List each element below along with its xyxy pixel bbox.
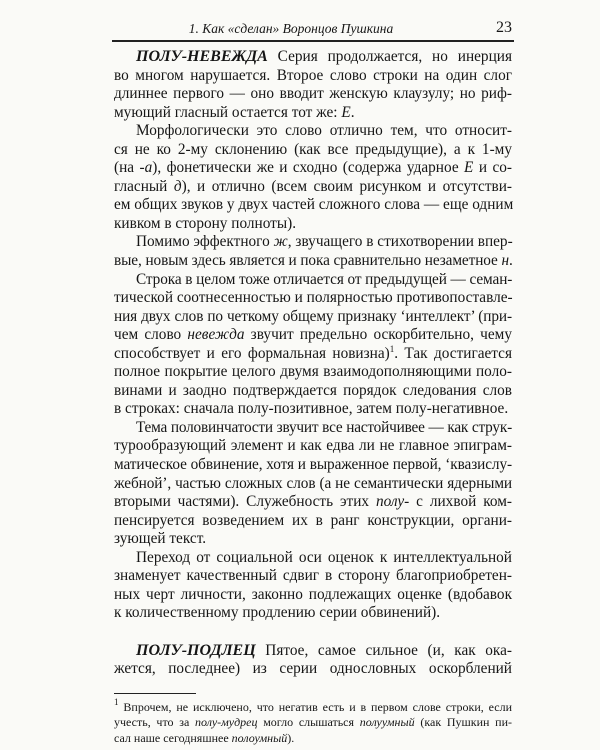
text-line — [114, 456, 512, 475]
footnote — [114, 696, 512, 747]
text-span: полу- — [375, 493, 410, 511]
paragraph — [114, 271, 512, 419]
footnote-divider — [114, 693, 196, 694]
text-line — [114, 660, 512, 679]
text-line — [114, 512, 512, 531]
text-span: Е — [464, 159, 474, 177]
text-line — [114, 178, 512, 197]
text-span: ). — [287, 730, 295, 745]
text-line — [114, 567, 512, 586]
text-span: и со- — [473, 159, 512, 177]
text-line — [114, 419, 512, 438]
running-header — [112, 18, 514, 42]
text-span: полное покрытие целого двумя взаимодополняющими поло- — [114, 363, 512, 381]
text-line — [114, 67, 512, 86]
main-text — [114, 48, 512, 679]
text-span: вторыми частями). Служебность этих — [114, 493, 376, 511]
text-line — [114, 85, 512, 104]
paragraph — [114, 233, 512, 270]
text-line — [114, 345, 512, 364]
text-line — [114, 159, 512, 178]
text-span: Тема половинчатости звучит все настойчивее — как струк- — [136, 418, 512, 436]
text-span: . — [350, 103, 355, 121]
text-line — [114, 271, 512, 290]
paragraph — [114, 419, 512, 549]
text-line — [114, 530, 512, 549]
text-line — [114, 215, 512, 234]
text-span: длиннее первого — оно вводит женскую клаузулу; но риф- — [114, 85, 512, 103]
text-span: матическое обвинение, хотя и выраженное первой, ‘квазислу- — [114, 456, 512, 474]
text-span: зующей текст. — [114, 530, 207, 548]
text-span: ж — [273, 233, 288, 251]
section-gap — [114, 623, 512, 642]
text-span: -а — [139, 159, 153, 177]
text-line — [114, 475, 512, 494]
section-heading: ПОЛУ-НЕВЕЖДА — [136, 48, 268, 65]
text-span: турообразующий элемент и как едва ли не главное эпиграм- — [114, 437, 512, 455]
text-line — [114, 104, 512, 123]
text-span: ), и отлично (всем своим рисунком и отсутстви- — [181, 177, 513, 195]
text-line — [114, 326, 512, 345]
text-span: тической соотнесенностью и полярностью противопоставле- — [114, 289, 513, 307]
page-number: 23 — [496, 19, 512, 36]
text-span: ния двух слов по четкому общему признаку ‘интеллект’ (при- — [114, 307, 512, 325]
text-span: , звучащего в стихотворении впер- — [287, 233, 513, 251]
text-span: (на — [114, 159, 140, 177]
text-span: в строках: сначала полу-позитивное, затем полу-негативное. — [114, 400, 509, 418]
text-line — [114, 642, 512, 661]
text-line — [114, 696, 512, 716]
text-span: полу-мудрец — [195, 715, 258, 730]
text-span: мующий гласный остается тот же: — [114, 103, 342, 121]
text-line — [114, 122, 512, 141]
text-line — [114, 233, 512, 252]
text-span: (как Пушкин пи- — [414, 715, 512, 730]
text-line — [114, 141, 512, 160]
section-heading: ПОЛУ-ПОДЛЕЦ — [136, 641, 256, 659]
text-line — [114, 731, 512, 747]
book-page — [112, 0, 514, 746]
text-span: сал наше сегодняшнее — [114, 730, 232, 745]
text-span: Помимо эффектного — [136, 233, 274, 251]
paragraph — [114, 549, 512, 623]
footnote-marker: 1 — [389, 343, 395, 354]
text-span: винами и заодно подтверждается порядок следования слов — [114, 381, 512, 399]
paragraph — [114, 642, 512, 679]
text-line — [114, 289, 512, 308]
text-line — [114, 715, 512, 731]
text-span: во многом нарушается. Второе слово строки на один слог — [114, 66, 512, 84]
text-line — [114, 196, 512, 215]
text-span: гласный — [114, 177, 174, 195]
text-line — [114, 586, 512, 605]
text-span: могло слышаться — [257, 715, 360, 730]
text-span: . Так достигается — [394, 344, 513, 362]
footnote-marker: 1 — [114, 696, 119, 707]
text-span: Строка в целом тоже отличается от предыдущей — семан- — [136, 270, 513, 288]
text-span: невежда — [187, 326, 245, 344]
text-line — [114, 604, 512, 623]
text-span: знаменует качественный сдвиг в сторону благоприобретен- — [114, 567, 512, 585]
text-span: Пятое, самое сильное (и, как ока- — [255, 641, 512, 659]
text-span: ся не ко 2-му склонению (как все предыдущие), а к 1-му — [114, 140, 512, 158]
text-span: н — [501, 252, 509, 270]
text-span: чем слово — [114, 326, 188, 344]
text-line — [114, 382, 512, 401]
text-span: Переход от социальной оси оценок к интеллектуальной — [136, 548, 512, 566]
paragraph — [114, 48, 512, 122]
text-span: полуумный — [359, 715, 415, 730]
text-line — [114, 493, 512, 512]
text-line — [114, 308, 512, 327]
text-line — [114, 549, 512, 568]
paragraph — [114, 122, 512, 233]
text-span: Впрочем, не исключено, что негатив есть и в первом слове строки, если — [118, 699, 512, 714]
text-span: Серия продолжается, но инерция — [267, 48, 512, 65]
text-span: к количественному продлению серии обвинений). — [114, 604, 441, 622]
text-span: Е — [341, 103, 351, 121]
text-span: ных черт личности, законно подлежащих оценке (вдобавок — [114, 585, 512, 603]
text-line — [114, 437, 512, 456]
text-span: ), фонетически же и сходно (содержа ударное — [152, 159, 465, 177]
text-span: . — [508, 252, 513, 270]
text-line — [114, 252, 512, 271]
text-span: пенсируется возведением их в ранг конструкции, органи- — [114, 511, 512, 529]
text-span: учесть, что за — [114, 715, 196, 730]
text-span: звучит предельно оскорбительно, чему — [244, 326, 512, 344]
text-span: д — [173, 177, 182, 195]
chapter-title: 1. Как «сделан» Воронцов Пушкина — [188, 21, 394, 36]
text-span: Морфологически это слово отлично тем, что относит- — [136, 122, 512, 140]
text-span: жется, последнее) из серии однословных оскорблений — [114, 660, 512, 678]
text-span: кивком в сторону полноты). — [114, 214, 297, 232]
text-span: с лихвой ком- — [409, 493, 512, 511]
text-span: ем общих звуков у двух частей сложного слова — еще одним — [114, 196, 514, 214]
text-line — [114, 48, 512, 67]
text-span: способствует и его формальная новизна) — [114, 344, 390, 362]
text-line — [114, 400, 512, 419]
text-span: жебной’, частью сложных слов (а не семантически ядерными — [114, 474, 512, 492]
text-span: вые, новым здесь является и пока сравнительно незаметное — [114, 252, 502, 270]
text-line — [114, 363, 512, 382]
text-span: полоумный — [231, 730, 288, 745]
